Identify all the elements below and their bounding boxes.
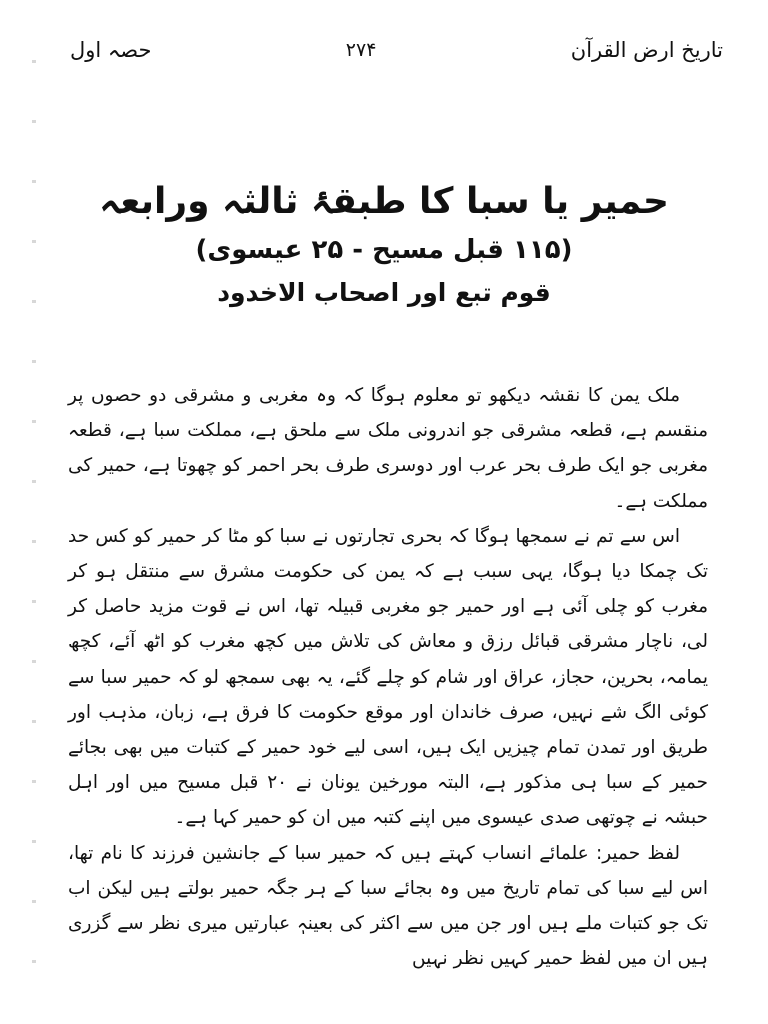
volume-label: حصہ اول: [70, 38, 152, 62]
book-title: تاریخ ارض القرآن: [570, 38, 723, 62]
chapter-subtitle: قوم تبع اور اصحاب الاخدود: [217, 278, 551, 307]
paragraph: اس سے تم نے سمجھا ہوگا کہ بحری تجارتوں نے سبا کو مٹا کر حمیر کو کس حد تک چمکا دیا ہوگا، یہی سبب ہے کہ یمن کی حکومت مشرق سے منتقل ہو کر مغرب کو چلی آئی ہے اور حمیر جو مغربی قبیلہ تھا، اس نے قوت مزید حاصل کر لی، ناچار مشرقی قبائل رزق و معاش کی تلاش میں کچھ مغرب کو اٹھ آئے، کچھ یمامہ، بحرین، حجاز، عراق اور شام کو چلے گئے، یہ بھی سمجھ لو کہ حمیر سبا سے کوئی الگ شے نہیں، صرف خاندان اور موقع حکومت کا فرق ہے، زبان، مذہب اور طریق اور تمدن تمام چیزیں ایک ہیں، اسی لیے خود حمیر کے کتبات میں بھی بجائے حمیر کے سبا ہی مذکور ہے، البتہ مورخین یونان نے ۲۰ قبل مسیح میں اور اہل حبشہ نے چوتھی صدی عیسوی میں اپنے کتبہ میں ان کو حمیر کہا ہے۔: [68, 525, 708, 829]
scan-edge-marks: [32, 60, 36, 1020]
chapter-heading: [60, 176, 708, 314]
chapter-date-range: (۱۱۵ قبل مسیح - ۲۵ عیسوی): [195, 235, 573, 265]
paragraph: لفظ حمیر: علمائے انساب کہتے ہیں کہ حمیر سبا کے جانشین فرزند کا نام تھا، اس لیے سبا کی تمام تاریخ میں وہ بجائے سبا کے ہر جگہ حمیر بولتے ہیں لیکن اب تک جو کتبات ملے ہیں اور جن میں سے اکثر کی بعینہٖ عبارتیں میری نظر سے گزری ہیں ان میں لفظ حمیر کہیں نظر نہیں: [68, 842, 708, 970]
chapter-title: حمیر یا سبا کا طبقۂ ثالثہ ورابعہ: [99, 181, 669, 222]
paragraph: ملک یمن کا نقشہ دیکھو تو معلوم ہوگا کہ وہ مغربی و مشرقی دو حصوں پر منقسم ہے، قطعہ مشرقی جو اندرونی ملک سے ملحق ہے، مملکت سبا ہے، قطعہ مغربی جو ایک طرف بحر عرب اور دوسری طرف بحر احمر کو چھوتا ہے، حمیر کی مملکت ہے۔: [68, 385, 708, 512]
body-text: [68, 378, 708, 976]
page-number: ۲۷۴: [345, 39, 377, 61]
running-header: [70, 32, 723, 68]
